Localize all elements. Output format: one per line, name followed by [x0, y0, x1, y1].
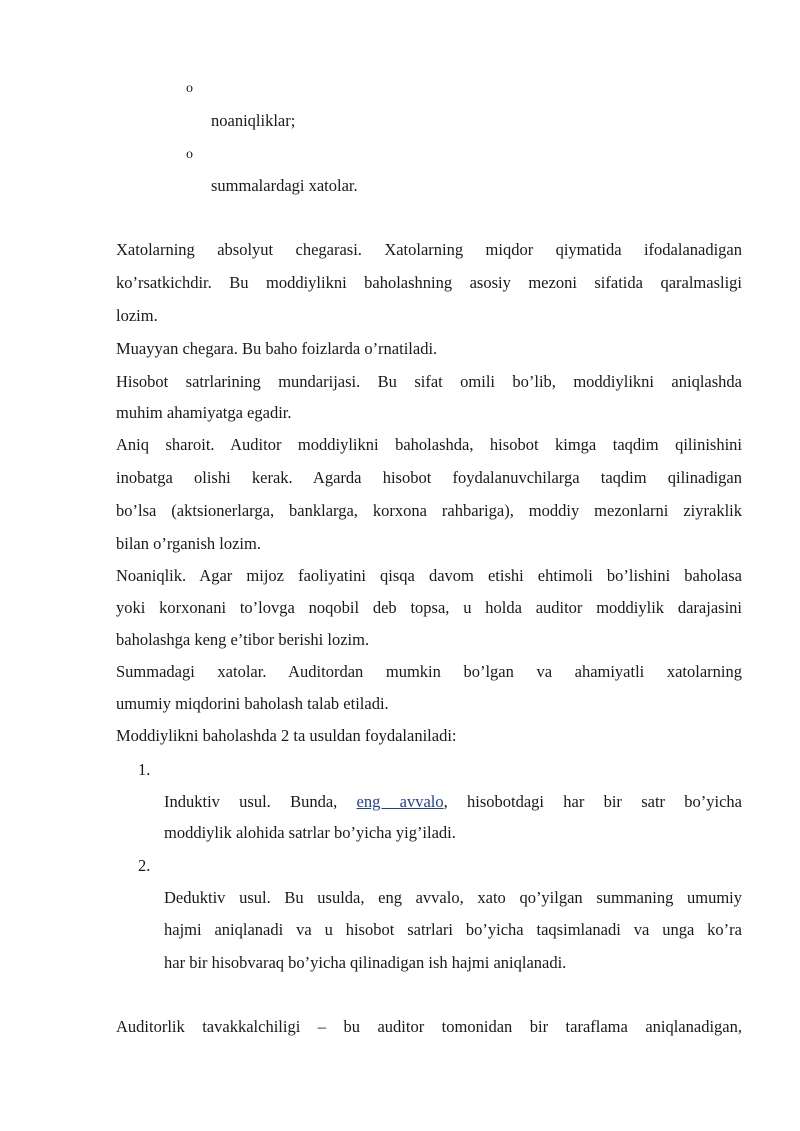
paragraph-line: Moddiylikni baholashda 2 ta usuldan foydalaniladi: — [116, 726, 457, 745]
list-item-line: har bir hisobvaraq bo’yicha qilinadigan ish hajmi aniqlanadi. — [164, 953, 567, 972]
paragraph-line: Aniq sharoit. Auditor moddiylikni baholashda, hisobot kimga taqdim qilinishini — [116, 435, 742, 454]
paragraph-line: ko’rsatkichdir. Bu moddiylikni baholashning asosiy mezoni sifatida qaralmasligi — [116, 273, 742, 292]
paragraph-line: umumiy miqdorini baholash talab etiladi. — [116, 694, 389, 713]
paragraph-line: Muayyan chegara. Bu baho foizlarda o’rnatiladi. — [116, 339, 438, 358]
paragraph-line: bo’lsa (aktsionerlarga, banklarga, korxona rahbariga), moddiy mezonlarni ziyraklik — [116, 501, 742, 520]
list-bullet: o — [186, 147, 193, 162]
list-item-text: noaniqliklar; — [211, 111, 296, 130]
eng-avvalo-link[interactable]: eng avvalo — [356, 792, 444, 811]
paragraph-line: baholashga keng e’tibor berishi lozim. — [116, 630, 370, 649]
paragraph-line: inobatga olishi kerak. Agarda hisobot foydalanuvchilarga taqdim qilinadigan — [116, 468, 742, 487]
list-number: 2. — [138, 856, 151, 875]
list-item-text: summalardagi xatolar. — [211, 176, 358, 195]
list-item-line: Deduktiv usul. Bu usulda, eng avvalo, xato qo’yilgan summaning umumiy — [164, 888, 742, 907]
paragraph-line: muhim ahamiyatga egadir. — [116, 403, 292, 422]
list-item-line: moddiylik alohida satrlar bo’yicha yig’iladi. — [164, 823, 456, 842]
list-item-line: hajmi aniqlanadi va u hisobot satrlari bo’yicha taqsimlanadi va unga ko’ra — [164, 920, 742, 939]
paragraph-line: Noaniqlik. Agar mijoz faoliyatini qisqa davom etishi ehtimoli bo’lishini baholasa — [116, 566, 742, 585]
list-number: 1. — [138, 760, 151, 779]
list-item-line — [164, 792, 742, 812]
paragraph-line: bilan o’rganish lozim. — [116, 534, 261, 553]
list-bullet: o — [186, 81, 193, 96]
paragraph-line: yoki korxonani to’lovga noqobil deb topsa, u holda auditor moddiylik darajasini — [116, 598, 742, 617]
paragraph-line: Summadagi xatolar. Auditordan mumkin bo’lgan va ahamiyatli xatolarning — [116, 662, 742, 681]
paragraph-line: lozim. — [116, 306, 158, 325]
paragraph-line: Hisobot satrlarining mundarijasi. Bu sifat omili bo’lib, moddiylikni aniqlashda — [116, 372, 742, 391]
paragraph-line: Xatolarning absolyut chegarasi. Xatolarning miqdor qiymatida ifodalanadigan — [116, 240, 742, 259]
list-item-text: , hisobotdagi har bir satr bo’yicha — [443, 792, 743, 811]
list-item-text: Induktiv usul. Bunda, — [164, 792, 357, 811]
paragraph-line: Auditorlik tavakkalchiligi – bu auditor tomonidan bir taraflama aniqlanadigan, — [116, 1017, 742, 1036]
